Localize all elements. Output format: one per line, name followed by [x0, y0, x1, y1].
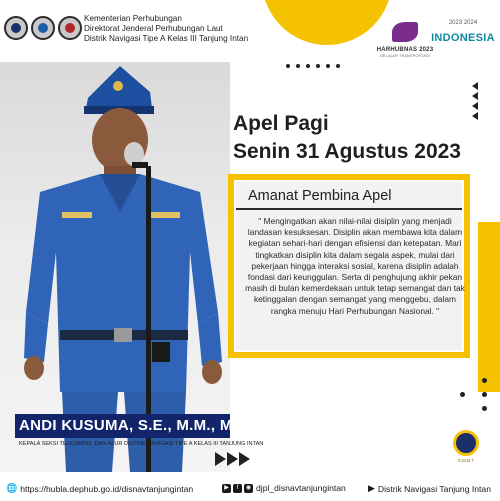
- footer-youtube[interactable]: [368, 483, 491, 494]
- youtube-icon: ▶: [222, 484, 231, 493]
- social-icons: [222, 484, 253, 493]
- message-heading: Amanat Pembina Apel: [248, 188, 392, 204]
- org-line-ministry: Kementerian Perhubungan: [84, 14, 182, 23]
- yellow-side-block: [478, 222, 500, 392]
- decorative-arrows-right: [472, 82, 494, 122]
- footer-social-handle: djpl_disnavtanjungintan: [256, 483, 346, 493]
- footer: [0, 474, 500, 501]
- indonesia-logo-years: 2023 2024: [448, 20, 478, 26]
- message-divider: [236, 208, 462, 210]
- footer-website[interactable]: [6, 483, 193, 494]
- globe-icon: 🌐: [6, 483, 18, 493]
- org-line-directorate: Direktorat Jenderal Perhubungan Laut: [84, 24, 223, 33]
- institution-logos: [4, 16, 82, 40]
- speaker-position: KEPALA SEKSI TELKOMPEL DAN ALUR DISTRIK NAVIGASI TIPE A KELAS III TANJUNG INTAN: [19, 441, 264, 447]
- footer-website-url: https://hubla.dephub.go.id/disnavtanjungintan: [20, 483, 194, 494]
- footer-youtube-name: Distrik Navigasi Tanjung Intan: [377, 483, 491, 494]
- event-title: Apel Pagi: [233, 112, 329, 135]
- organization-name: [84, 14, 248, 44]
- message-body: " Mengingatkan akan nilai-nilai disiplin yang menjadi landasan kesuksesan. Disiplin akan membawa kita dalam kegiatan sehari-hari dengan efisiensi dan ketepatan. Mari tingkatkan disiplin kita dalam segala aspek, mulai dari pekerjaan hingga interaksi sosial, karena disiplin adalah fondasi dari keunggulan. Serta di penghujung akhir pekan masih di bulan kemerdekaan untuk tetap semangat dan tak ketinggalan dengan semangat yang menggebu, dalam rangka menuju Hari Perhubungan Nasional. ": [245, 216, 465, 316]
- yellow-semicircle: [262, 0, 392, 45]
- harhubnas-logo-text: HARHUBNAS 2023: [376, 47, 434, 53]
- footer-social[interactable]: [222, 483, 346, 493]
- emblem-logo: [4, 16, 28, 40]
- harhubnas-logo: [376, 22, 434, 58]
- harhubnas-logo-sub: BELAJAR TRANSPORTASI: [380, 53, 430, 58]
- smbt-logo: [446, 430, 486, 463]
- facebook-icon: f: [233, 484, 242, 493]
- event-date: Senin 31 Agustus 2023: [233, 140, 461, 163]
- officer-photo: [0, 62, 230, 472]
- decorative-dots-top: [286, 64, 340, 68]
- smbt-logo-text: S.M.B.T: [457, 458, 475, 463]
- indonesia-logo: [428, 20, 498, 44]
- youtube-channel-icon: ▶: [368, 483, 375, 493]
- hubla-logo: [31, 16, 55, 40]
- message-box: [228, 174, 470, 358]
- disnav-logo: [58, 16, 82, 40]
- speaker-name: ANDI KUSUMA, S.E., M.M., M.Si.: [19, 417, 257, 434]
- org-line-district: Distrik Navigasi Tipe A Kelas III Tanjung Intan: [84, 34, 249, 43]
- instagram-icon: ◉: [245, 484, 252, 491]
- decorative-triangles: [215, 452, 251, 466]
- header: [0, 0, 249, 62]
- indonesia-logo-text: INDONESIA: [431, 32, 495, 44]
